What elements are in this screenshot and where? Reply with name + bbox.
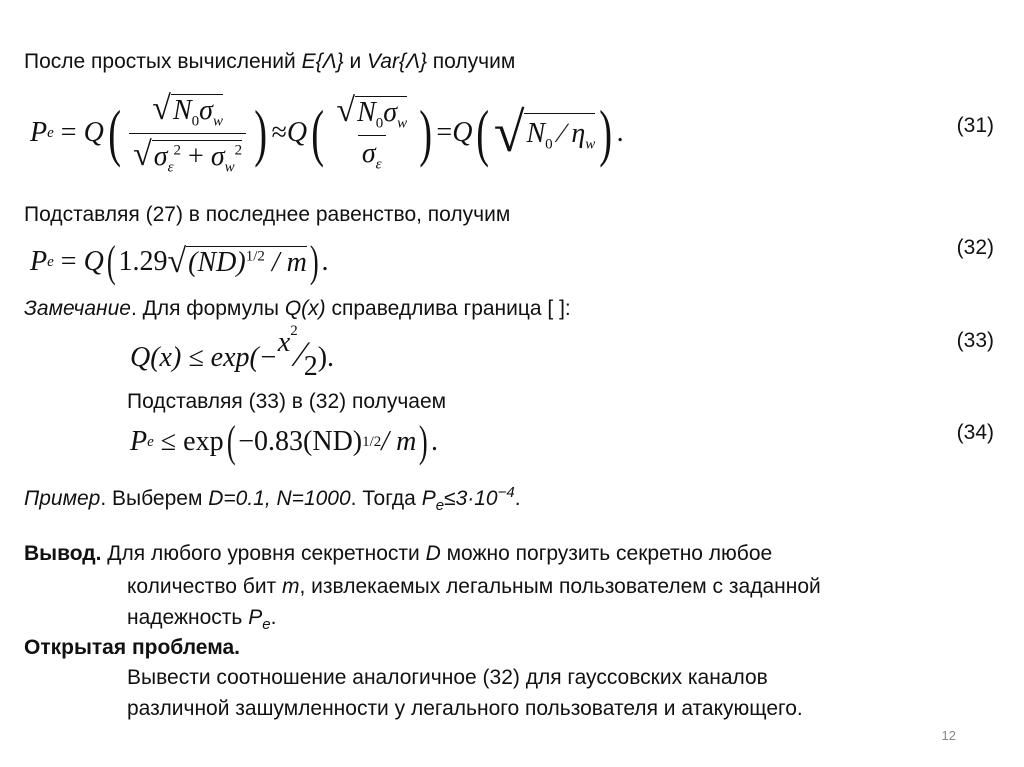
formula-32: P e = Q ( 1.29 √ (ND)$^{1/2}$ / m ) . xyxy=(30,237,329,286)
page-number: 12 xyxy=(941,728,956,743)
text-substituting-33: Подставляя (33) в (32) получаем xyxy=(127,390,447,413)
formula-31: P e = Q ( $\frac{√N_0\sigma_w}{√\sigma_\varepsilon^2 + \sigma_w^2}$ ) ≈ Q ( $\frac{√N_0\sigma_w}{\sigma_\varepsilon}$ ) = Q ( √ $N_0$ ∕ $\eta_w$ ) . xyxy=(30,89,624,176)
remark-text: Замечание. Для формулы Q(x) справедлива граница [ ]: xyxy=(24,297,571,320)
formula-34: P e ≤ exp ( −0.83(ND) 1/2 / m ) . xyxy=(130,417,438,466)
open-problem-line-2: различной зашумленности у легального пользователя и атакующего. xyxy=(127,697,803,720)
example-text: Пример. Выберем D=0.1, N=1000. Тогда $P_e\le 3\cdot 10^{-4}$. xyxy=(24,484,521,515)
intro-text: После простых вычислений E{Λ} и Var{Λ} получим xyxy=(24,50,516,73)
open-problem-title: Открытая проблема. xyxy=(24,636,240,659)
equation-number-31: (31) xyxy=(956,114,994,137)
equation-number-34: (34) xyxy=(956,421,994,444)
equation-number-32: (32) xyxy=(956,236,994,259)
formula-33: Q(x) ≤ exp(− x $^2$ ∕ 2 ). xyxy=(130,323,335,382)
conclusion-line-2: количество бит m, извлекаемых легальным пользователем с заданной xyxy=(127,575,821,598)
text-substituting-27: Подставляя (27) в последнее равенство, получим xyxy=(24,203,511,226)
conclusion-line-3: надежность $P_e$. xyxy=(127,606,277,634)
equation-number-33: (33) xyxy=(956,329,994,352)
conclusion-line-1: Вывод. Для любого уровня секретности D можно погрузить секретно любое xyxy=(24,542,773,565)
open-problem-line-1: Вывести соотношение аналогичное (32) для гауссовских каналов xyxy=(127,666,768,689)
